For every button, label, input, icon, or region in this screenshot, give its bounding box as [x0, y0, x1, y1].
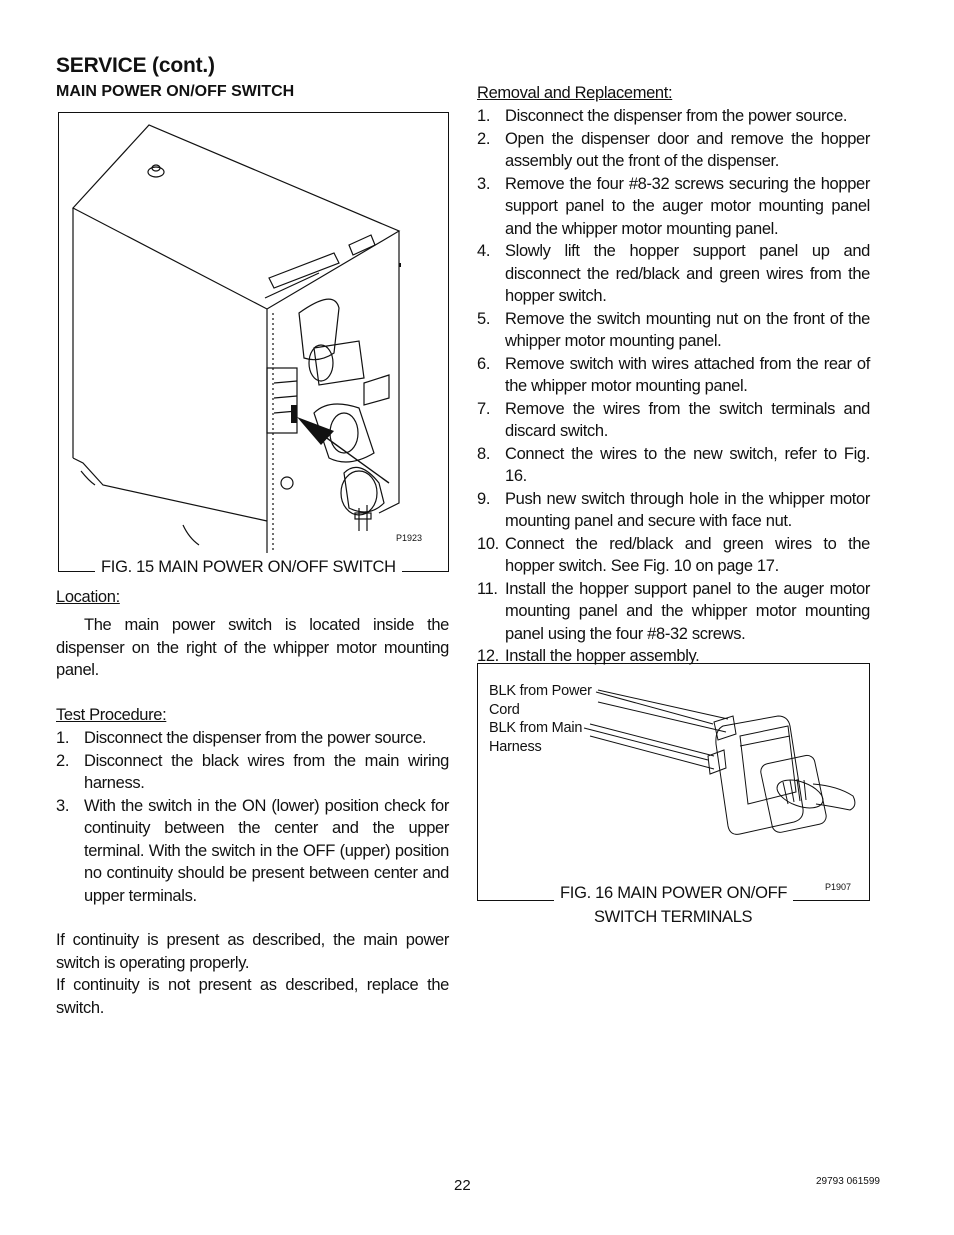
location-heading: Location:: [56, 588, 120, 606]
test-result-fail: If continuity is not present as described, replace the switch.: [56, 976, 449, 1017]
list-item: 7. Remove the wires from the switch terminals and discard switch.: [477, 399, 870, 440]
section-title: SERVICE (cont.): [56, 54, 215, 77]
figure-15-caption: FIG. 15 MAIN POWER ON/OFF SWITCH: [95, 558, 402, 577]
list-item: 2. Open the dispenser door and remove the hopper assembly out the front of the dispenser.: [477, 129, 870, 170]
label-blk-power-cord: BLK from Power Cord: [489, 683, 592, 718]
label-blk-main-harness: BLK from Main Harness: [489, 720, 583, 755]
section-subtitle: MAIN POWER ON/OFF SWITCH: [56, 83, 295, 100]
test-heading: Test Procedure:: [56, 706, 167, 724]
list-item: 2. Disconnect the black wires from the main wiring harness.: [56, 751, 449, 792]
removal-steps: [477, 105, 870, 668]
figure-15: [58, 112, 449, 572]
list-item: 6. Remove switch with wires attached from the rear of the whipper motor mounting panel.: [477, 354, 870, 395]
list-item: 4. Slowly lift the hopper support panel up and disconnect the red/black and green wires from the hopper switch.: [477, 242, 870, 305]
switch-terminals-illustration: [478, 664, 869, 900]
test-result-ok: If continuity is present as described, the main power switch is operating properly.: [56, 931, 449, 972]
list-item: 1. Disconnect the dispenser from the power source.: [56, 729, 427, 747]
list-item: 12. Install the hopper assembly.: [477, 647, 700, 665]
list-item: 10. Connect the red/black and green wires to the hopper switch. See Fig. 10 on page 17.: [477, 534, 870, 575]
list-item: 5. Remove the switch mounting nut on the front of the whipper motor mounting panel.: [477, 309, 870, 350]
list-item: 11. Install the hopper support panel to the auger motor mounting panel and the whipper motor mounting panel using the four #8-32 screws.: [477, 579, 870, 643]
figure-16-caption-line1: FIG. 16 MAIN POWER ON/OFF: [554, 884, 793, 903]
figure-16: [477, 663, 870, 901]
figure-16-caption-line2: SWITCH TERMINALS: [594, 908, 753, 926]
list-item: 3. Remove the four #8-32 screws securing the hopper support panel to the auger motor mounting panel and the whipper motor mounting panel.: [477, 174, 870, 238]
page-number: 22: [454, 1177, 471, 1194]
dispenser-illustration: [59, 113, 448, 553]
figure-16-code: P1907: [825, 882, 852, 892]
figure-15-code: P1923: [396, 533, 423, 543]
document-code: 29793 061599: [816, 1176, 880, 1187]
list-item: 8. Connect the wires to the new switch, refer to Fig. 16.: [477, 444, 870, 485]
list-item: 9. Push new switch through hole in the whipper motor mounting panel and secure with face nut.: [477, 489, 870, 530]
location-body: The main power switch is located inside the dispenser on the right of the whipper motor mounting panel.: [56, 616, 449, 679]
list-item: 1. Disconnect the dispenser from the power source.: [477, 107, 848, 125]
removal-heading: Removal and Replacement:: [477, 84, 673, 102]
list-item: 3. With the switch in the ON (lower) position check for continuity between the center and the upper terminal. With the switch in the OFF (upper) position no continuity should be present between center and upper terminals.: [56, 796, 449, 905]
test-steps: [56, 727, 449, 907]
